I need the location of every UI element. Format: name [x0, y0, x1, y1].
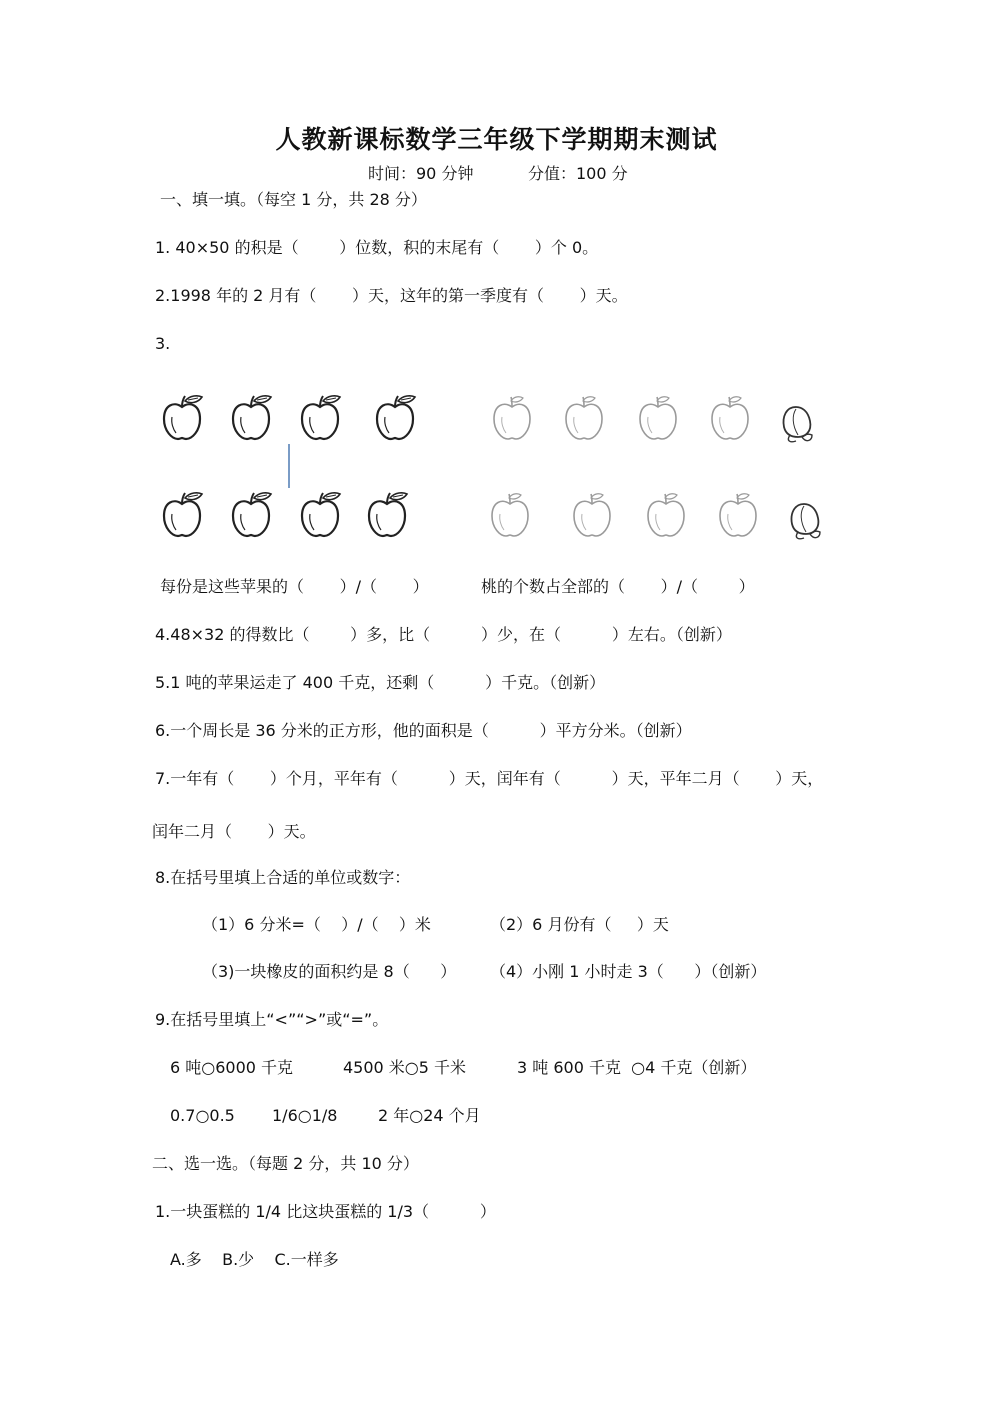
exam-time: 时间：90 分钟	[368, 164, 474, 183]
apple-icon	[373, 393, 417, 443]
page-title: 人教新课标数学三年级下学期期末测试	[275, 125, 718, 154]
apple-icon	[365, 490, 409, 540]
question-1-9-b: 4500 米○5 千米	[343, 1058, 467, 1077]
question-1-8-4: （4）小刚 1 小时走 3（ ）（创新）	[490, 962, 767, 981]
question-1-1: 1. 40×50 的积是（ ）位数，积的末尾有（ ）个 0。	[155, 238, 599, 257]
section1-heading: 一、填一填。（每空 1 分，共 28 分）	[160, 190, 427, 209]
apple-icon	[708, 393, 752, 443]
apple-icon	[562, 393, 606, 443]
peach-icon	[776, 397, 820, 447]
apple-icon	[716, 490, 760, 540]
question-1-8: 8.在括号里填上合适的单位或数字：	[155, 868, 411, 887]
question-1-9-c: 3 吨 600 千克 ○4 千克（创新）	[517, 1058, 757, 1077]
apple-icon	[644, 490, 688, 540]
question-2-1-options: A.多 B.少 C.一样多	[170, 1250, 339, 1269]
question-1-8-1: （1）6 分米=（ ）/（ ）米	[202, 915, 431, 934]
question-1-9-a: 6 吨○6000 千克	[170, 1058, 294, 1077]
question-1-3-answer-a: 每份是这些苹果的（ ）/（ ）	[160, 577, 429, 596]
question-1-4: 4.48×32 的得数比（ ）多，比（ ）少，在（ ）左右。（创新）	[155, 625, 732, 644]
question-1-3-answer-b: 桃的个数占全部的（ ）/（ ）	[481, 577, 755, 596]
question-1-5: 5.1 吨的苹果运走了 400 千克，还剩（ ）千克。（创新）	[155, 673, 606, 692]
question-1-6: 6.一个周长是 36 分米的正方形，他的面积是（ ）平方分米。（创新）	[155, 721, 692, 740]
apple-icon	[488, 490, 532, 540]
apple-icon	[636, 393, 680, 443]
question-1-9: 9.在括号里填上“<”“>”或“=”。	[155, 1010, 389, 1029]
exam-score: 分值：100 分	[528, 164, 628, 183]
apple-icon	[160, 393, 204, 443]
peach-icon	[784, 494, 828, 544]
apple-icon	[229, 490, 273, 540]
question-1-9-f: 2 年○24 个月	[378, 1106, 481, 1125]
apple-icon	[160, 490, 204, 540]
question-1-7-line1: 7.一年有（ ）个月，平年有（ ）天，闰年有（ ）天，平年二月（ ）天，	[155, 769, 824, 788]
apple-icon	[298, 490, 342, 540]
question-1-9-d: 0.7○0.5	[170, 1106, 235, 1125]
question-1-8-3: （3)一块橡皮的面积约是 8（ ）	[202, 962, 457, 981]
apple-icon	[570, 490, 614, 540]
group-divider	[288, 444, 290, 488]
question-1-8-2: （2）6 月份有（ ）天	[490, 915, 669, 934]
section2-heading: 二、选一选。（每题 2 分，共 10 分）	[152, 1154, 419, 1173]
question-1-3-label: 3.	[155, 334, 171, 353]
question-1-2: 2.1998 年的 2 月有（ ）天，这年的第一季度有（ ）天。	[155, 286, 628, 305]
apple-icon	[229, 393, 273, 443]
apple-icon	[490, 393, 534, 443]
question-1-7-line2: 闰年二月（ ）天。	[152, 822, 316, 841]
question-1-9-e: 1/6○1/8	[272, 1106, 338, 1125]
apple-icon	[298, 393, 342, 443]
question-2-1: 1.一块蛋糕的 1/4 比这块蛋糕的 1/3（ ）	[155, 1202, 496, 1221]
